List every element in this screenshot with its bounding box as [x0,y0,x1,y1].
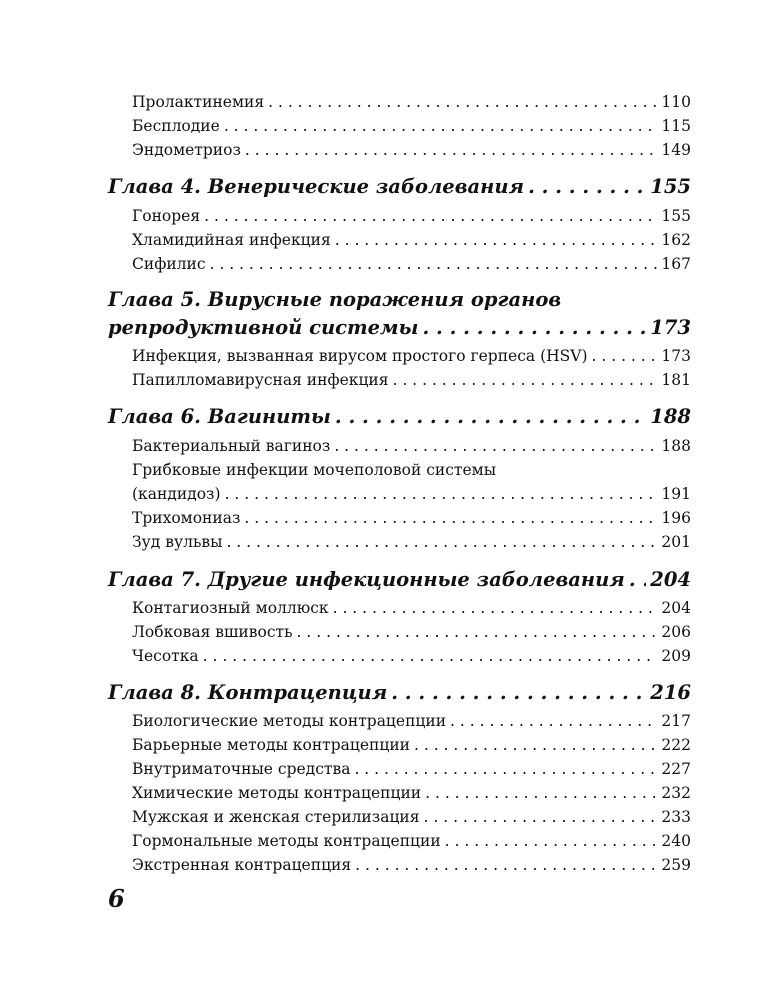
toc-title: Глава 6. Вагиниты [108,405,331,428]
toc-title: Биологические методы контрацепции [132,712,447,730]
dot-leader [335,403,646,431]
toc-title: Эндометриоз [132,141,241,159]
toc-entry [132,253,691,275]
toc-title: репродуктивной системы [108,316,419,339]
toc-page-number: 216 [650,681,691,704]
dot-leader [445,830,658,852]
toc-page-number: 167 [661,255,691,273]
toc-title: Гонорея [132,207,201,225]
toc-title: Папилломавирусная инфекция [132,371,389,389]
dot-leader [210,253,658,275]
toc-entry [132,507,691,529]
toc-page-number: 206 [661,623,691,641]
toc-entry [132,369,691,391]
toc-entry [132,758,691,780]
toc-title: Лобковая вшивость [132,623,293,641]
toc-title: Контагиозный моллюск [132,599,329,617]
toc-entry [132,435,691,457]
toc-entry [132,854,691,876]
toc-page-number: 222 [661,736,691,754]
dot-leader [592,345,658,367]
toc-title: Инфекция, вызванная вирусом простого герпеса (HSV) [132,347,588,365]
toc-page-number: 227 [661,760,691,778]
toc-page-number: 196 [661,509,691,527]
toc-page-number: 204 [650,568,691,591]
toc-chapter [108,286,691,314]
toc-page-number: 181 [661,371,691,389]
dot-leader [393,369,658,391]
toc-entry [132,710,691,732]
dot-leader [333,597,658,619]
toc-chapter [108,566,691,594]
toc-page-number: 259 [661,856,691,874]
toc-page-number: 173 [650,316,691,339]
dot-leader [225,483,658,505]
toc-entry [132,139,691,161]
toc-entry [132,229,691,251]
toc-chapter [108,679,691,707]
toc-title: Мужская и женская стерилизация [132,808,420,826]
dot-leader [424,806,658,828]
dot-leader [204,205,657,227]
dot-leader [425,782,657,804]
toc-page-number: 149 [661,141,691,159]
dot-leader [244,507,657,529]
dot-leader [355,854,657,876]
dot-leader [391,679,646,707]
toc-page-number: 233 [661,808,691,826]
toc-entry [132,645,691,667]
toc-title: Барьерные методы контрацепции [132,736,410,754]
toc-page-number: 191 [661,485,691,503]
toc-entry [132,115,691,137]
toc-entry [132,830,691,852]
toc-entry [132,782,691,804]
toc-page-number: 201 [661,533,691,551]
dot-leader [334,435,657,457]
toc-title: Бактериальный вагиноз [132,437,331,455]
dot-leader [450,710,657,732]
toc-page-number: 173 [661,347,691,365]
toc-title: Хламидийная инфекция [132,231,331,249]
dot-leader [422,314,646,342]
toc-title: Глава 8. Контрацепция [108,681,388,704]
toc-title: Грибковые инфекции мочеполовой системы [132,461,497,479]
dot-leader [268,91,657,113]
toc-entry [132,483,691,505]
toc-title: Зуд вульвы [132,533,223,551]
toc-title: Глава 5. Вирусные поражения органов [108,288,562,311]
dot-leader [414,734,657,756]
toc-page-number: 188 [650,405,691,428]
toc-page-number: 115 [661,117,691,135]
toc-entry [132,91,691,113]
dot-leader [224,115,658,137]
toc-chapter [108,314,691,342]
toc-page-number: 188 [661,437,691,455]
toc-title: Трихомониаз [132,509,241,527]
toc-title: Глава 7. Другие инфекционные заболевания [108,568,625,591]
toc-page-number: 232 [661,784,691,802]
toc-title: Экстренная контрацепция [132,856,352,874]
dot-leader [335,229,658,251]
dot-leader [629,566,646,594]
dot-leader [203,645,658,667]
dot-leader [528,173,646,201]
dot-leader [354,758,657,780]
dot-leader [245,139,657,161]
toc-page-number: 204 [661,599,691,617]
toc-entry [132,734,691,756]
toc-entry [132,531,691,553]
toc-entry [132,205,691,227]
toc-page-number: 162 [661,231,691,249]
toc-entry [132,621,691,643]
toc-chapter [108,403,691,431]
toc-entry [132,345,691,367]
toc-title: Сифилис [132,255,206,273]
toc-title: Химические методы контрацепции [132,784,422,802]
toc-page-number: 217 [661,712,691,730]
toc-title: Пролактинемия [132,93,265,111]
toc-title: Чесотка [132,647,199,665]
toc-page-number: 155 [661,207,691,225]
toc-page-number: 155 [650,175,691,198]
toc-title: Гормональные методы контрацепции [132,832,441,850]
toc-page-number: 209 [661,647,691,665]
dot-leader [226,531,657,553]
dot-leader [297,621,658,643]
toc-title: Бесплодие [132,117,220,135]
toc-entry [132,459,691,481]
page-number: 6 [108,884,125,913]
toc-title: (кандидоз) [132,485,221,503]
toc-entry [132,597,691,619]
toc-title: Глава 4. Венерические заболевания [108,175,525,198]
toc-page-number: 110 [661,93,691,111]
toc-title: Внутриматочные средства [132,760,351,778]
toc-page-number: 240 [661,832,691,850]
toc-chapter [108,173,691,201]
toc-entry [132,806,691,828]
